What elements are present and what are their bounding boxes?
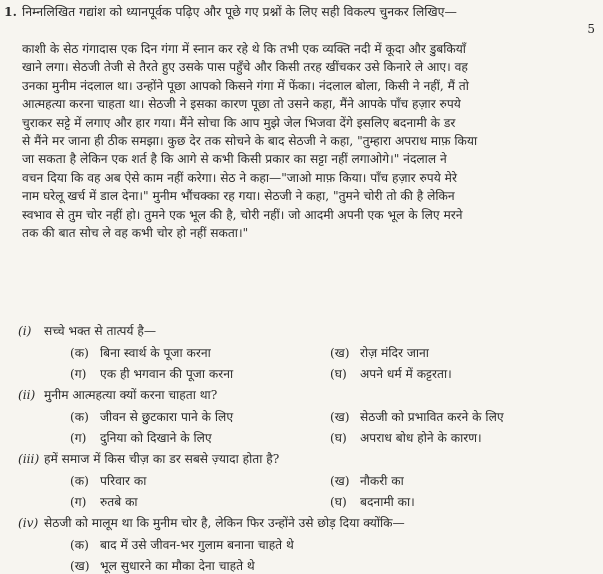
option-label: (ख): [330, 346, 350, 360]
sub-question-text: मुनीम आत्महत्या क्यों करना चाहता था?: [44, 388, 218, 402]
sub-question-label: (ii): [18, 388, 36, 402]
option-text: बदनामी का।: [360, 495, 415, 509]
option: [330, 493, 415, 510]
passage-line: वचन दिया कि वह अब ऐसे काम नहीं करेगा। सेठ ने कहा—"जाओ माफ़ किया। पाँच हज़ार रुपये मेरे: [22, 170, 457, 185]
option: [330, 408, 504, 425]
option: [70, 365, 233, 382]
passage-line: से मैंने मर जाना ही ठीक समझा। कुछ देर तक सोचने के बाद सेठजी ने कहा, "तुम्हारा अपराध माफ़ किया: [22, 133, 478, 148]
option: [330, 344, 429, 361]
option-label: (घ): [330, 431, 347, 445]
option-label: (ख): [330, 410, 350, 424]
sub-question-label: (iv): [18, 516, 39, 530]
option-label: (ख): [330, 474, 350, 488]
option: [70, 536, 294, 553]
option: [70, 408, 233, 425]
option-label: (ग): [70, 431, 87, 445]
sub-question-label: (iii): [18, 452, 40, 466]
option: [70, 429, 212, 446]
option-label: (ग): [70, 367, 87, 381]
passage-line: आत्महत्या करना चाहता था। सेठजी ने इसका कारण पूछा तो उसने कहा, मैंने आपके पाँच हज़ार रुपये: [22, 97, 461, 112]
option-text: रोज़ मंदिर जाना: [360, 346, 429, 360]
sub-question: [18, 386, 217, 403]
option-text: दुनिया को दिखाने के लिए: [100, 431, 212, 445]
sub-question: [18, 450, 279, 467]
option-label: (क): [70, 474, 89, 488]
option-text: रुतबे का: [100, 495, 138, 509]
option-text: परिवार का: [100, 474, 147, 488]
option: [330, 472, 404, 489]
option: [70, 493, 138, 510]
option-text: अपने धर्म में कट्टरता।: [360, 367, 452, 381]
option-text: बिना स्वार्थ के पूजा करना: [100, 346, 211, 360]
option: [330, 429, 482, 446]
option-label: (क): [70, 410, 89, 424]
option-text: नौकरी का: [360, 474, 404, 488]
sub-question: [18, 322, 156, 339]
option-text: सेठजी को प्रभावित करने के लिए: [360, 410, 504, 424]
option: [70, 344, 211, 361]
option-label: (क): [70, 538, 89, 552]
sub-question-text: हमें समाज में किस चीज़ का डर सबसे ज़्यादा होता है?: [44, 452, 280, 466]
sub-question-text: सच्चे भक्त से तात्पर्य है—: [44, 324, 157, 338]
marks-label: 5: [587, 22, 595, 36]
option-text: जीवन से छुटकारा पाने के लिए: [100, 410, 234, 424]
passage-line: स्वभाव से तुम चोर नहीं हो। तुमने एक भूल की है, चोरी नहीं। जो आदमी अपनी एक भूल के लिए मरने: [22, 207, 463, 222]
passage-line: उनका मुनीम नंदलाल था। उन्होंने पूछा आपको किसने गंगा में फेंका। नंदलाल बोला, किसी ने नहीं, मैं तो: [22, 78, 469, 93]
option-label: (घ): [330, 367, 347, 381]
passage-line: काशी के सेठ गंगादास एक दिन गंगा में स्नान कर रहे थे कि तभी एक व्यक्ति नदी में कूदा और डुबकियाँ: [22, 42, 466, 56]
sub-question-label: (i): [18, 324, 32, 338]
option-text: अपराध बोध होने के कारण।: [360, 431, 482, 445]
option: [330, 365, 452, 382]
option-label: (क): [70, 346, 89, 360]
question-header: [4, 4, 600, 20]
sub-question: [18, 514, 405, 531]
option-text: बाद में उसे जीवन-भर गुलाम बनाना चाहते थे: [100, 538, 294, 552]
option-label: (घ): [330, 495, 347, 509]
option: [70, 557, 255, 574]
passage-line: खाने लगा। सेठजी तेजी से तैरते हुए उसके पास पहुँचे और किसी तरह खींचकर उसे किनारे ले आए। वह: [22, 60, 468, 75]
option-text: एक ही भगवान की पूजा करना: [100, 367, 234, 381]
question-number: 1.: [4, 4, 17, 19]
passage-line: चुराकर सट्टे में लगाए और हार गया। मैंने सोचा कि आप मुझे जेल भिजवा देंगे इसलिए बदनामी के डर: [22, 115, 456, 130]
passage-line: नाम घरेलू खर्च में डाल देना।" मुनीम भौंचक्का रह गया। सेठजी ने कहा, "तुमने चोरी तो की है लेकिन: [22, 189, 455, 204]
passage: [22, 40, 598, 242]
sub-question-text: सेठजी को मालूम था कि मुनीम चोर है, लेकिन फिर उन्होंने उसे छोड़ दिया क्योंकि—: [44, 516, 405, 530]
question-instruction: निम्नलिखित गद्यांश को ध्यानपूर्वक पढ़िए और पूछे गए प्रश्नों के लिए सही विकल्प चुनकर लिखिए—: [22, 4, 457, 19]
option-label: (ख): [70, 559, 90, 573]
option-text: भूल सुधारने का मौका देना चाहते थे: [100, 559, 255, 573]
option-label: (ग): [70, 495, 87, 509]
option: [70, 472, 146, 489]
passage-line: जा सकता है लेकिन एक शर्त है कि आगे से कभी किसी प्रकार का सट्टा नहीं लगाओगे।" नंदलाल ने: [22, 152, 447, 167]
passage-line: तक की बात सोच ले वह कभी चोर हो नहीं सकता।": [22, 225, 249, 240]
